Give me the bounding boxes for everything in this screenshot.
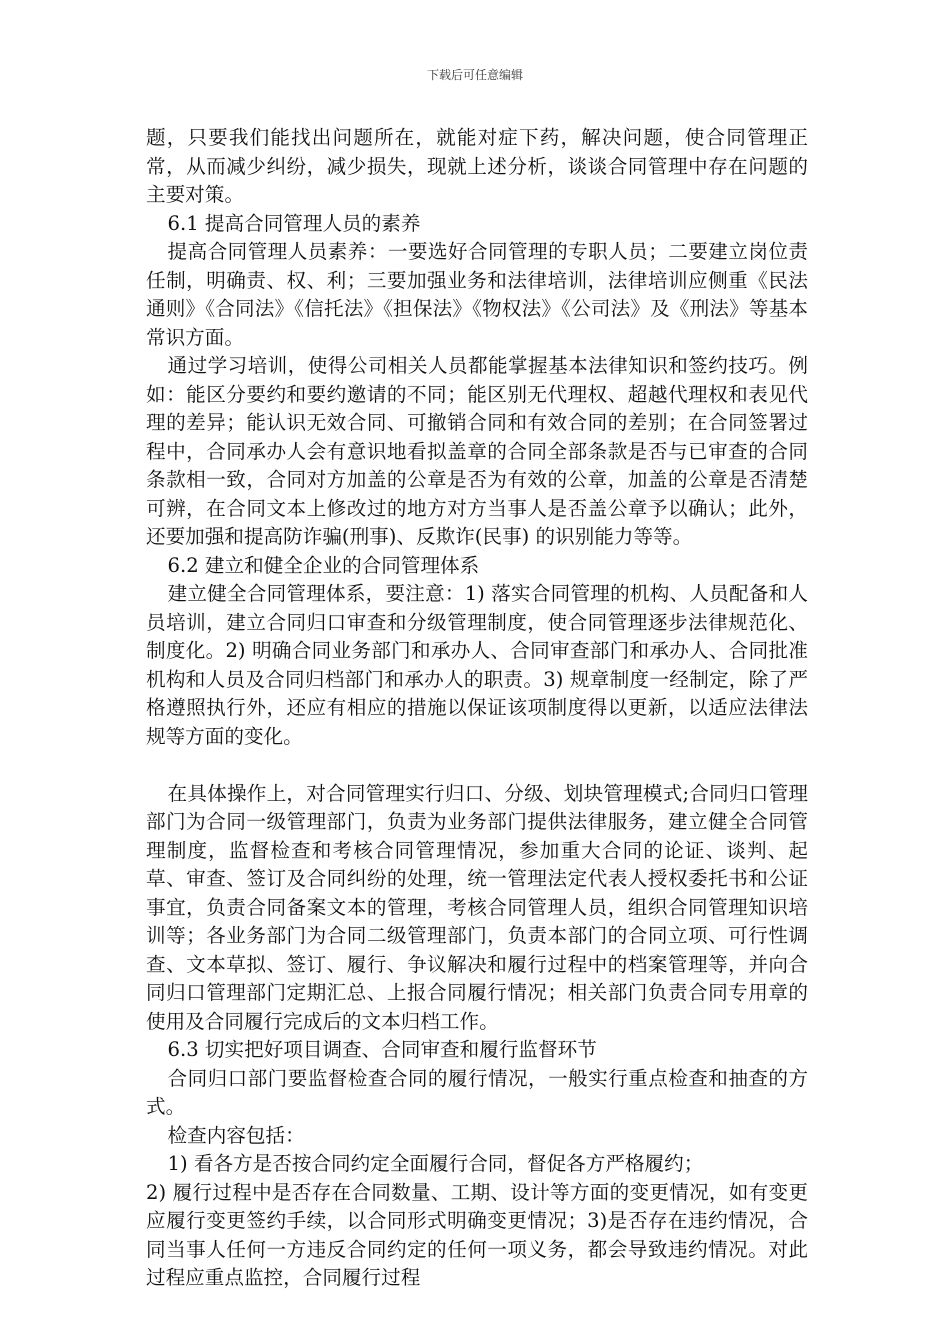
blank-line bbox=[146, 751, 808, 780]
paragraph-skills: 通过学习培训，使得公司相关人员都能掌握基本法律知识和签约技巧。例如：能区分要约和要约邀请的不同；能区别无代理权、超越代理权和表见代理的差异；能认识无效合同、可撤销合同和有效合同的差别；在合同签署过程中，合同承办人会有意识地看拟盖章的合同全部条款是否与已审查的合同条款相一致，合同对方加盖的公章是否为有效的公章，加盖的公章是否清楚可辨，在合同文本上修改过的地方对方当事人是否盖公章予以确认；此外，还要加强和提高防诈骗(刑事)、反欺诈(民事) 的识别能力等等。 bbox=[146, 354, 808, 548]
paragraph-training: 提高合同管理人员素养：一要选好合同管理的专职人员；二要建立岗位责任制，明确责、权、利；三要加强业务和法律培训，法律培训应侧重《民法通则》《合同法》《信托法》《担保法》《物权法》《公司法》及《刑法》等基本常识方面。 bbox=[146, 240, 808, 349]
paragraph-system: 建立健全合同管理体系，要注意：1) 落实合同管理的机构、人员配备和人员培训，建立合同归口审查和分级管理制度，使合同管理逐步法律规范化、制度化。2) 明确合同业务部门和承办人、合同审查部门和承办人、合同批准机构和人员及合同归档部门和承办人的职责。3) 规章制度一经制定，除了严格遵照执行外，还应有相应的措施以保证该项制度得以更新，以适应法律法规等方面的变化。 bbox=[146, 582, 808, 748]
paragraph-supervision: 合同归口部门要监督检查合同的履行情况，一般实行重点检查和抽查的方式。 bbox=[146, 1066, 808, 1118]
paragraph-item-2: 2) 履行过程中是否存在合同数量、工期、设计等方面的变更情况，如有变更应履行变更签约手续，以合同形式明确变更情况；3)是否存在违约情况，合同当事人任何一方违反合同约定的任何一项义务，都会导致违约情况。对此过程应重点监控，合同履行过程 bbox=[146, 1180, 809, 1289]
document-body bbox=[146, 124, 808, 1293]
section-heading-6-1: 6.1 提高合同管理人员的素养 bbox=[167, 211, 421, 235]
section-heading-6-3: 6.3 切实把好项目调查、合同审查和履行监督环节 bbox=[167, 1038, 597, 1061]
paragraph-item-1: 1) 看各方是否按合同约定全面履行合同，督促各方严格履约； bbox=[167, 1152, 704, 1175]
page-header: 下载后可任意编辑 bbox=[426, 68, 523, 82]
paragraph-operation: 在具体操作上，对合同管理实行归口、分级、划块管理模式;合同归口管理部门为合同一级管理部门，负责为业务部门提供法律服务，建立健全合同管理制度，监督检查和考核合同管理情况，参加重大合同的论证、谈判、起草、审查、签订及合同纠纷的处理，统一管理法定代表人授权委托书和公证事宜，负责合同备案文本的管理，考核合同管理人员，组织合同管理知识培训等；各业务部门为合同二级管理部门，负责本部门的合同立项、可行性调查、文本草拟、签订、履行、争议解决和履行过程中的档案管理等，并向合同归口管理部门定期汇总、上报合同履行情况；相关部门负责合同专用章的使用及合同履行完成后的文本归档工作。 bbox=[146, 781, 808, 1033]
section-heading-6-2: 6.2 建立和健全企业的合同管理体系 bbox=[167, 553, 480, 577]
paragraph-check-contents: 检查内容包括： bbox=[167, 1123, 305, 1147]
paragraph-intro: 题，只要我们能找出问题所在，就能对症下药，解决问题，使合同管理正常，从而减少纠纷，减少损失，现就上述分析，谈谈合同管理中存在问题的主要对策。 bbox=[146, 126, 808, 206]
